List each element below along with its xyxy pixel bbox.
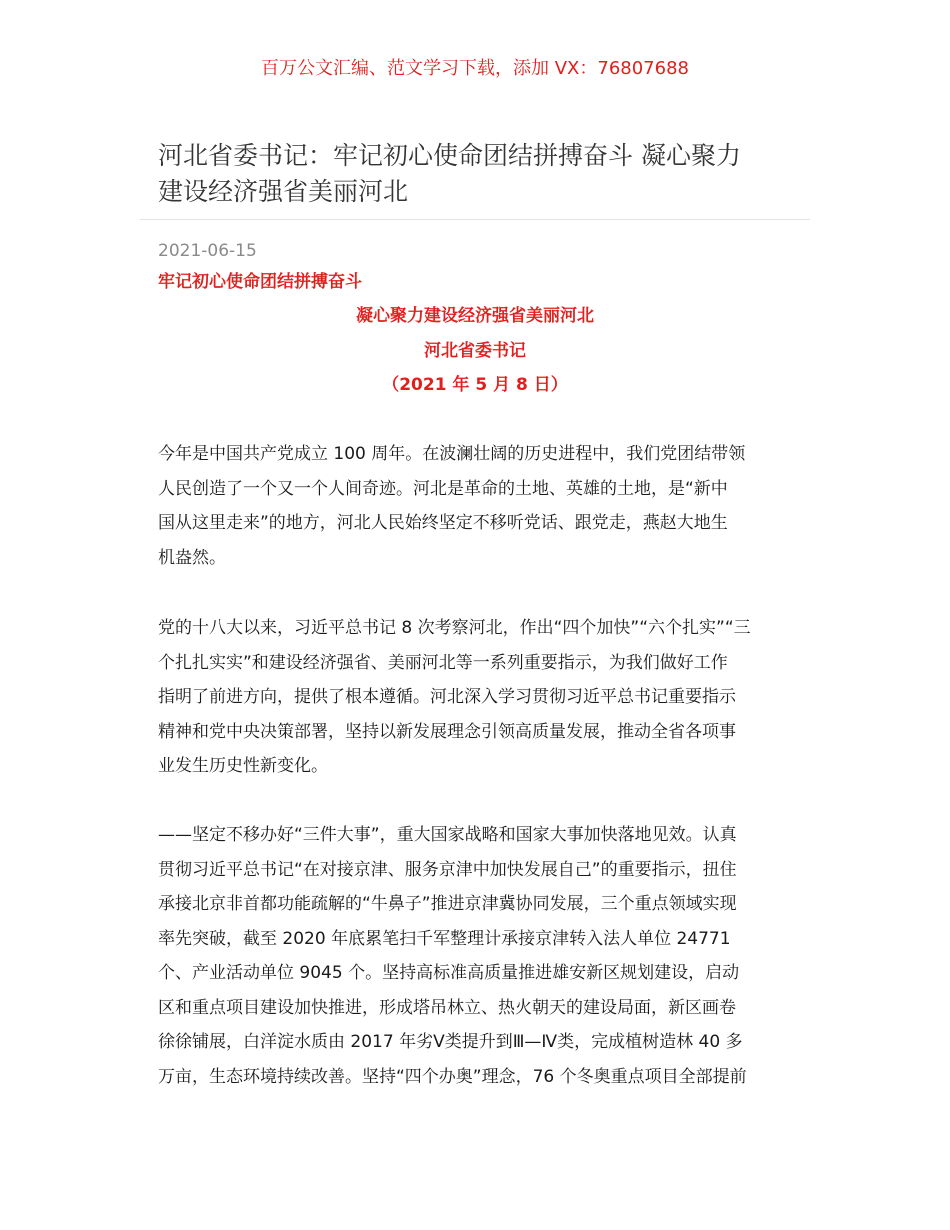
paragraph-2 <box>158 611 798 784</box>
paragraph-1 <box>158 437 798 575</box>
title-line-2: 建设经济强省美丽河北 <box>158 177 409 206</box>
paragraph-line: 精神和党中央决策部署，坚持以新发展理念引领高质量发展，推动全省各项事 <box>158 721 736 742</box>
publish-date: 2021-06-15 <box>158 241 257 261</box>
paragraph-3 <box>158 818 798 1094</box>
paragraph-line: 今年是中国共产党成立 100 周年。在波澜壮阔的历史进程中，我们党团结带领 <box>158 444 746 464</box>
speech-date: （2021 年 5 月 8 日） <box>382 375 568 395</box>
paragraph-line: 业发生历史性新变化。 <box>158 756 328 776</box>
paragraph-line: 承接北京非首都功能疏解的“牛鼻子”推进京津冀协同发展，三个重点领域实现 <box>158 894 737 914</box>
article-subtitle: 凝心聚力建设经济强省美丽河北 <box>356 306 594 326</box>
title-divider <box>140 219 810 220</box>
article-author: 河北省委书记 <box>424 341 526 361</box>
promo-banner: 百万公文汇编、范文学习下载，添加 VX：76807688 <box>261 58 689 79</box>
paragraph-line: 率先突破，截至 2020 年底累笔扫千军整理计承接京津转入法人单位 24771 <box>158 928 731 949</box>
paragraph-line: 个扎扎实实”和建设经济强省、美丽河北等一系列重要指示，为我们做好工作 <box>158 652 728 673</box>
article-lead: 牢记初心使命团结拼搏奋斗 <box>158 272 362 292</box>
paragraph-line: 徐徐铺展，白洋淀水质由 2017 年劣Ⅴ类提升到Ⅲ—Ⅳ类，完成植树造林 40 多 <box>158 1032 743 1052</box>
title-line-1: 河北省委书记：牢记初心使命团结拼搏奋斗 凝心聚力 <box>158 141 741 170</box>
paragraph-line: 党的十八大以来，习近平总书记 8 次考察河北，作出“四个加快”“六个扎实”“三 <box>158 618 751 638</box>
paragraph-line: 贯彻习近平总书记“在对接京津、服务京津中加快发展自己”的重要指示，扭住 <box>158 859 737 880</box>
article-title <box>158 138 798 210</box>
paragraph-line: 区和重点项目建设加快推进，形成塔吊林立、热火朝天的建设局面，新区画卷 <box>158 997 736 1018</box>
paragraph-line: 人民创造了一个又一个人间奇迹。河北是革命的土地、英雄的土地，是“新中 <box>158 478 728 499</box>
paragraph-line: 国从这里走来”的地方，河北人民始终坚定不移听党话、跟党走，燕赵大地生 <box>158 513 728 533</box>
paragraph-line: ——坚定不移办好“三件大事”，重大国家战略和国家大事加快落地见效。认真 <box>158 825 737 845</box>
paragraph-line: 万亩，生态环境持续改善。坚持“四个办奥”理念，76 个冬奥重点项目全部提前 <box>158 1066 747 1087</box>
paragraph-line: 个、产业活动单位 9045 个。坚持高标准高质量推进雄安新区规划建设，启动 <box>158 963 740 983</box>
paragraph-line: 机盎然。 <box>158 547 226 568</box>
paragraph-line: 指明了前进方向，提供了根本遵循。河北深入学习贯彻习近平总书记重要指示 <box>158 687 736 707</box>
